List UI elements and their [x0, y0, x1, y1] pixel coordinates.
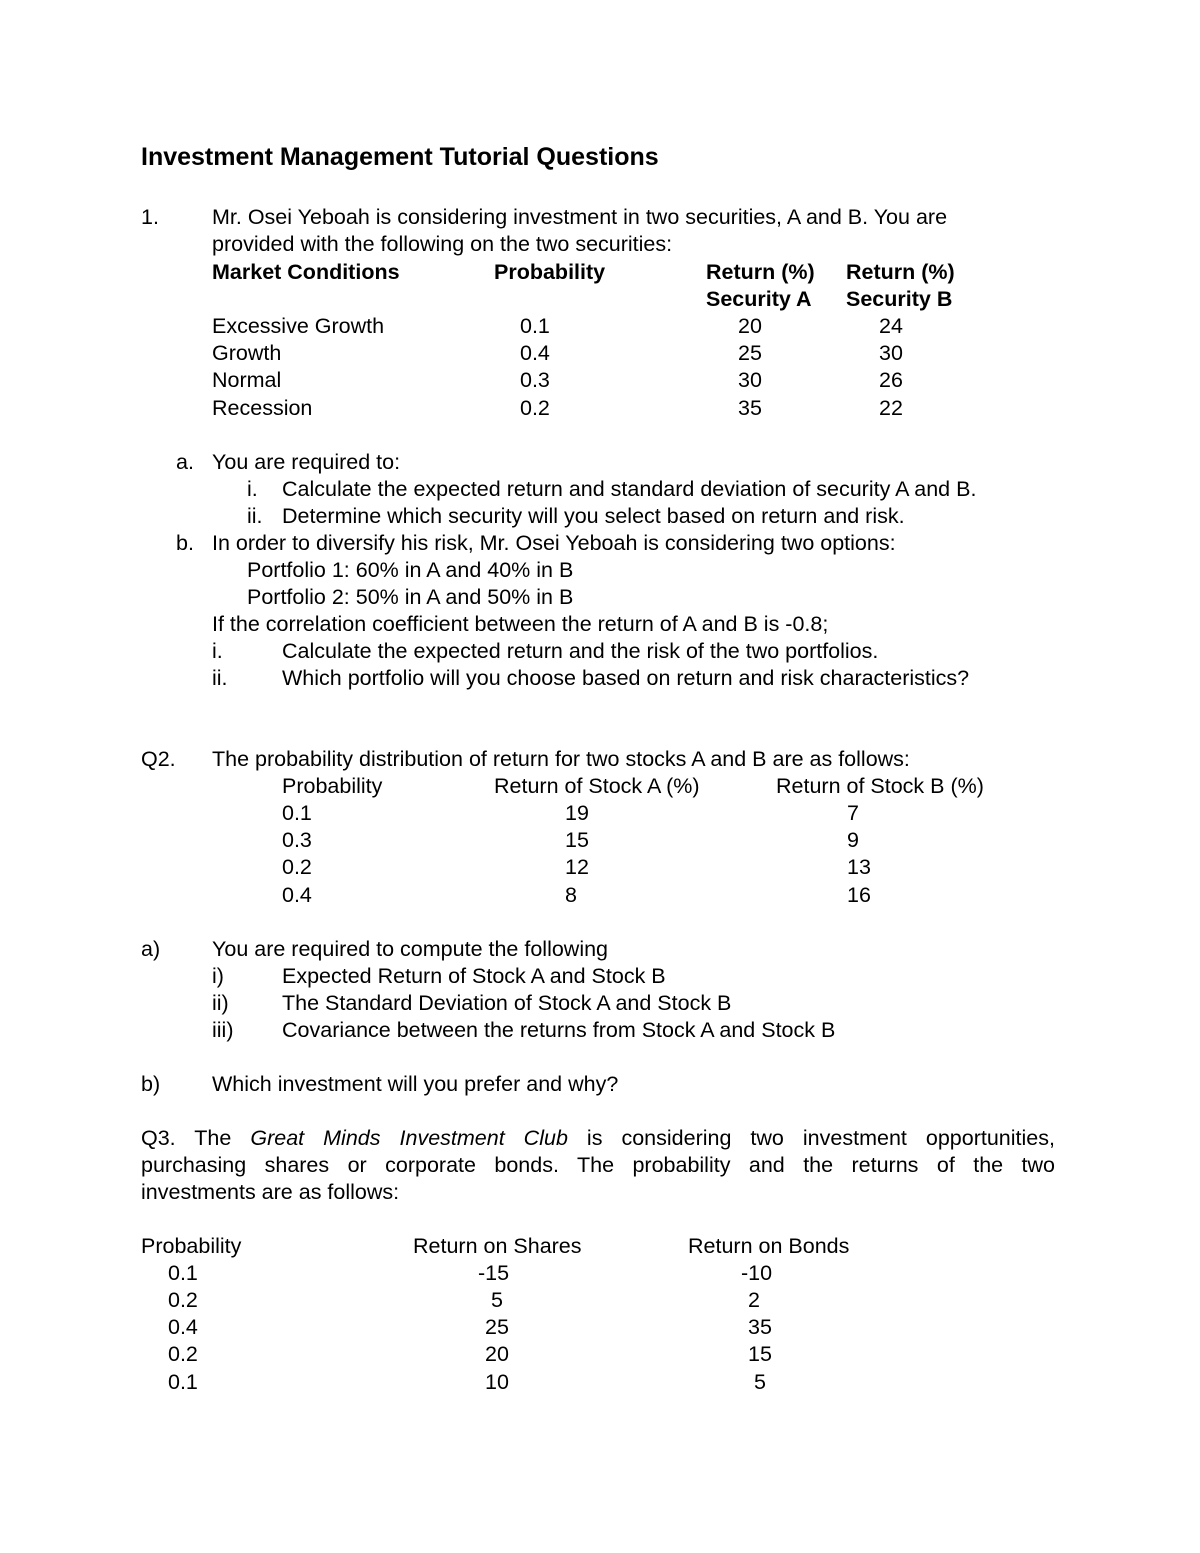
- q2-header-return-a: Return of Stock A (%): [494, 774, 700, 798]
- q3-row-probability: 0.4: [168, 1315, 198, 1339]
- q1-part-a-i-label: i.: [247, 477, 258, 501]
- q3-header-bonds: Return on Bonds: [688, 1234, 850, 1258]
- q2-row-probability: 0.2: [282, 855, 312, 879]
- q2-row-return-a: 12: [565, 855, 589, 879]
- q2-row-return-a: 15: [565, 828, 589, 852]
- q1-header-security-b: Security B: [846, 287, 953, 311]
- q1-part-b-ii-text: Which portfolio will you choose based on return and risk characteristics?: [282, 666, 970, 690]
- q1-row-return-a: 35: [738, 396, 762, 420]
- q2-part-a-i-label: i): [212, 964, 224, 988]
- q1-row-return-a: 20: [738, 314, 762, 338]
- q2-row-probability: 0.3: [282, 828, 312, 852]
- q1-part-a-ii-label: ii.: [247, 504, 263, 528]
- q1-number: 1.: [141, 205, 159, 229]
- q1-portfolio-2: Portfolio 2: 50% in A and 50% in B: [247, 585, 574, 609]
- q3-header-probability: Probability: [141, 1234, 242, 1258]
- q1-part-b-text: In order to diversify his risk, Mr. Osei Yeboah is considering two options:: [212, 531, 896, 555]
- q2-part-b-label: b): [141, 1072, 161, 1096]
- q2-row-probability: 0.4: [282, 883, 312, 907]
- q1-part-b-i-text: Calculate the expected return and the risk of the two portfolios.: [282, 639, 879, 663]
- q2-part-a-iii-label: iii): [212, 1018, 234, 1042]
- q2-row-return-b: 9: [847, 828, 859, 852]
- q3-row-bonds: 15: [748, 1342, 772, 1366]
- q1-header-return-b: Return (%): [846, 260, 955, 284]
- q1-row-return-b: 30: [879, 341, 903, 365]
- q1-row-probability: 0.3: [520, 368, 550, 392]
- q3-row-probability: 0.2: [168, 1342, 198, 1366]
- q1-correlation-note: If the correlation coefficient between the return of A and B is -0.8;: [212, 612, 829, 636]
- q2-part-a-text: You are required to compute the following: [212, 937, 609, 961]
- q3-row-bonds: 2: [748, 1288, 760, 1312]
- q2-part-b-text: Which investment will you prefer and why?: [212, 1072, 619, 1096]
- q1-row-return-b: 26: [879, 368, 903, 392]
- q2-row-return-a: 19: [565, 801, 589, 825]
- q1-header-probability: Probability: [494, 260, 606, 284]
- q1-portfolio-1: Portfolio 1: 60% in A and 40% in B: [247, 558, 574, 582]
- q1-header-security-a: Security A: [706, 287, 812, 311]
- q1-row-probability: 0.1: [520, 314, 550, 338]
- q2-part-a-ii-label: ii): [212, 991, 229, 1015]
- q2-part-a-ii-text: The Standard Deviation of Stock A and Stock B: [282, 991, 732, 1015]
- q2-number: Q2.: [141, 747, 176, 771]
- q1-part-a-text: You are required to:: [212, 450, 401, 474]
- q2-part-a-iii-text: Covariance between the returns from Stock A and Stock B: [282, 1018, 836, 1042]
- q1-row-return-b: 24: [879, 314, 903, 338]
- q3-lead: Q3. The: [141, 1126, 232, 1150]
- q1-part-a-ii-text: Determine which security will you select based on return and risk.: [282, 504, 905, 528]
- q1-row-probability: 0.2: [520, 396, 550, 420]
- q3-intro-line2: purchasing shares or corporate bonds. The probability and the returns of the two: [141, 1153, 1055, 1177]
- q2-row-probability: 0.1: [282, 801, 312, 825]
- q2-part-a-label: a): [141, 937, 161, 961]
- q3-row-bonds: -10: [741, 1261, 773, 1285]
- q3-row-shares: -15: [478, 1261, 510, 1285]
- q2-row-return-b: 16: [847, 883, 871, 907]
- q3-row-bonds: 5: [754, 1370, 766, 1394]
- q1-row-return-b: 22: [879, 396, 903, 420]
- q2-header-return-b: Return of Stock B (%): [776, 774, 984, 798]
- q2-header-probability: Probability: [282, 774, 383, 798]
- q3-intro-line1: [141, 1125, 1055, 1152]
- q1-row-return-a: 25: [738, 341, 762, 365]
- q3-row-probability: 0.2: [168, 1288, 198, 1312]
- q1-intro-line2: provided with the following on the two securities:: [212, 232, 673, 256]
- q1-part-b-ii-label: ii.: [212, 666, 228, 690]
- q3-intro-line3: investments are as follows:: [141, 1180, 400, 1204]
- q1-part-b-i-label: i.: [212, 639, 223, 663]
- q3-row-shares: 25: [485, 1315, 509, 1339]
- q3-club-name: Great Minds Investment Club: [250, 1126, 568, 1150]
- q2-row-return-a: 8: [565, 883, 577, 907]
- q3-row-bonds: 35: [748, 1315, 772, 1339]
- q1-row-condition: Excessive Growth: [212, 314, 385, 338]
- page-title: Investment Management Tutorial Questions: [141, 143, 659, 171]
- q1-row-condition: Recession: [212, 396, 313, 420]
- q1-row-condition: Growth: [212, 341, 282, 365]
- q1-row-condition: Normal: [212, 368, 282, 392]
- q2-part-a-i-text: Expected Return of Stock A and Stock B: [282, 964, 666, 988]
- q1-part-b-label: b.: [176, 531, 194, 555]
- q2-intro: The probability distribution of return for two stocks A and B are as follows:: [212, 747, 910, 771]
- q1-part-a-label: a.: [176, 450, 194, 474]
- q3-row-probability: 0.1: [168, 1261, 198, 1285]
- q1-header-return-a: Return (%): [706, 260, 815, 284]
- q3-row-shares: 10: [485, 1370, 509, 1394]
- q1-row-return-a: 30: [738, 368, 762, 392]
- q1-intro-line1: Mr. Osei Yeboah is considering investment in two securities, A and B. You are: [212, 205, 948, 229]
- q3-line1-rest: is considering two investment opportunities,: [586, 1126, 1055, 1150]
- q1-row-probability: 0.4: [520, 341, 550, 365]
- q3-row-shares: 5: [491, 1288, 503, 1312]
- q2-row-return-b: 7: [847, 801, 859, 825]
- q2-row-return-b: 13: [847, 855, 871, 879]
- q3-row-shares: 20: [485, 1342, 509, 1366]
- q1-header-conditions: Market Conditions: [212, 260, 400, 284]
- q1-part-a-i-text: Calculate the expected return and standard deviation of security A and B.: [282, 477, 977, 501]
- q3-row-probability: 0.1: [168, 1370, 198, 1394]
- q3-header-shares: Return on Shares: [413, 1234, 582, 1258]
